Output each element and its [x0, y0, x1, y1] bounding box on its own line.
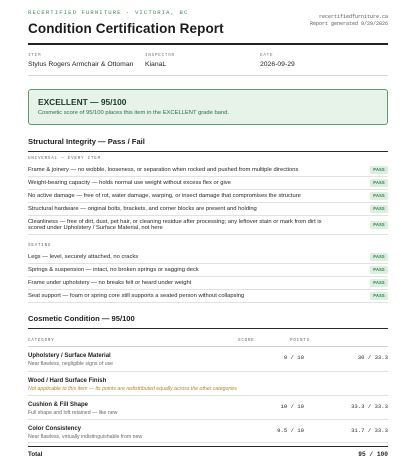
meta-inspector-value: KianaL [145, 60, 167, 68]
pass-badge: PASS [370, 179, 388, 187]
check-row [28, 177, 388, 190]
brand-label: RECERTIFIED FURNITURE · VICTORIA, BC [28, 9, 189, 16]
pass-badge: PASS [370, 292, 388, 300]
pass-badge: PASS [370, 253, 388, 261]
meta-date-label: DATE [260, 53, 274, 58]
check-row [28, 190, 388, 203]
header-right [310, 14, 388, 28]
check-row [28, 216, 388, 235]
total-value: 95 / 100 [358, 450, 388, 458]
universal-checklist [28, 164, 388, 235]
seating-checklist [28, 251, 388, 303]
col-points: POINTS [290, 339, 310, 344]
check-text: No active damage — free of rot, water damage, warping, or insect damage that compromises the structure [28, 192, 301, 199]
pass-badge: PASS [370, 205, 388, 213]
category-name: Color Consistency [28, 426, 82, 433]
pass-badge: PASS [370, 221, 388, 229]
category-note: Near flawless, virtually indistinguishable from new [28, 434, 143, 441]
pass-badge: PASS [370, 279, 388, 287]
check-row [28, 290, 388, 303]
category-name: Cushion & Fill Shape [28, 402, 89, 409]
meta-date [260, 54, 295, 68]
category-note: Near flawless, negligible signs of use [28, 361, 114, 368]
cosmetic-divider [28, 328, 388, 329]
points-cell: 33.3 / 33.3 [351, 403, 388, 411]
universal-group-label: UNIVERSAL — EVERY ITEM [28, 157, 101, 162]
meta-row [28, 54, 388, 68]
check-row [28, 164, 388, 177]
col-category: CATEGORY [28, 339, 55, 344]
check-row [28, 264, 388, 277]
table-row [28, 420, 388, 443]
score-cell: 10 / 10 [280, 403, 304, 411]
structural-section-title: Structural Integrity — Pass / Fail [28, 137, 145, 147]
table-row [28, 396, 388, 420]
check-text: Weight-bearing capacity — holds normal use weight without excess flex or give [28, 179, 231, 186]
total-row [28, 446, 388, 461]
score-cell: 9 / 10 [283, 354, 304, 362]
category-note: Full shape and loft retained — like new [28, 410, 118, 417]
site-url: recertifiedfurniture.ca [318, 14, 388, 20]
check-row [28, 203, 388, 216]
check-text: Structural hardware — original bolts, brackets, and corner blocks are present and holding [28, 205, 257, 212]
check-row [28, 277, 388, 290]
pass-badge: PASS [370, 266, 388, 274]
structural-divider [28, 151, 388, 152]
meta-item [28, 54, 145, 68]
meta-divider [28, 75, 388, 76]
grade-title: EXCELLENT — 95/100 [38, 97, 127, 108]
category-cell [28, 347, 238, 367]
check-text: Seat support — foam or spring core still supports a seated person without collapsing [28, 292, 245, 299]
cosmetic-table-header [28, 336, 388, 347]
check-text: Springs & suspension — intact, no broken springs or sagging deck [28, 266, 199, 273]
check-text: Frame & joinery — no wobble, looseness, or separation when rocked and pushed from multiple directions [28, 166, 299, 173]
total-label: Total [28, 450, 43, 458]
pass-badge: PASS [370, 166, 388, 174]
meta-inspector [145, 54, 260, 68]
table-row [28, 347, 388, 372]
seating-group-label: SEATING [28, 244, 52, 249]
check-text: Legs — level, securely attached, no cracks [28, 253, 139, 260]
category-name: Wood / Hard Surface Finish [28, 378, 107, 385]
cosmetic-section-title: Cosmetic Condition — 95/100 [28, 314, 135, 324]
check-text: Frame under upholstery — no breaks felt or heard under weight [28, 279, 192, 286]
report-header [28, 8, 388, 36]
score-cell: 9.5 / 10 [277, 427, 304, 435]
category-cell [28, 372, 388, 392]
category-cell [28, 396, 238, 416]
meta-date-value: 2026-09-29 [260, 60, 295, 68]
points-cell: 31.7 / 33.3 [351, 427, 388, 435]
category-cell [28, 420, 238, 440]
check-row [28, 251, 388, 264]
meta-inspector-label: INSPECTOR [145, 53, 175, 58]
table-row [28, 372, 388, 396]
grade-subtitle: Cosmetic score of 95/100 places this item in the EXCELLENT grade band. [38, 110, 229, 117]
header-divider [28, 43, 388, 45]
generated-date: Report generated 9/29/2026 [309, 21, 388, 27]
page-title: Condition Certification Report [28, 21, 224, 36]
meta-item-label: ITEM [28, 53, 42, 58]
grade-banner [28, 89, 388, 125]
header-left [28, 8, 224, 36]
pass-badge: PASS [370, 192, 388, 200]
category-note: Not applicable to this item — its points are redistributed equally across the other categories [28, 386, 237, 393]
category-name: Upholstery / Surface Material [28, 353, 111, 360]
points-cell: 30 / 33.3 [357, 354, 388, 362]
meta-item-value: Stylus Rogers Armchair & Ottoman [28, 60, 134, 68]
check-text: Cleanliness — free of dirt, dust, pet hair, or cleaning residue after processing; any leftover stain or mark from dirt is scored under Upholstery / Surface Material, not here [28, 218, 322, 232]
col-score: SCORE [238, 339, 255, 344]
